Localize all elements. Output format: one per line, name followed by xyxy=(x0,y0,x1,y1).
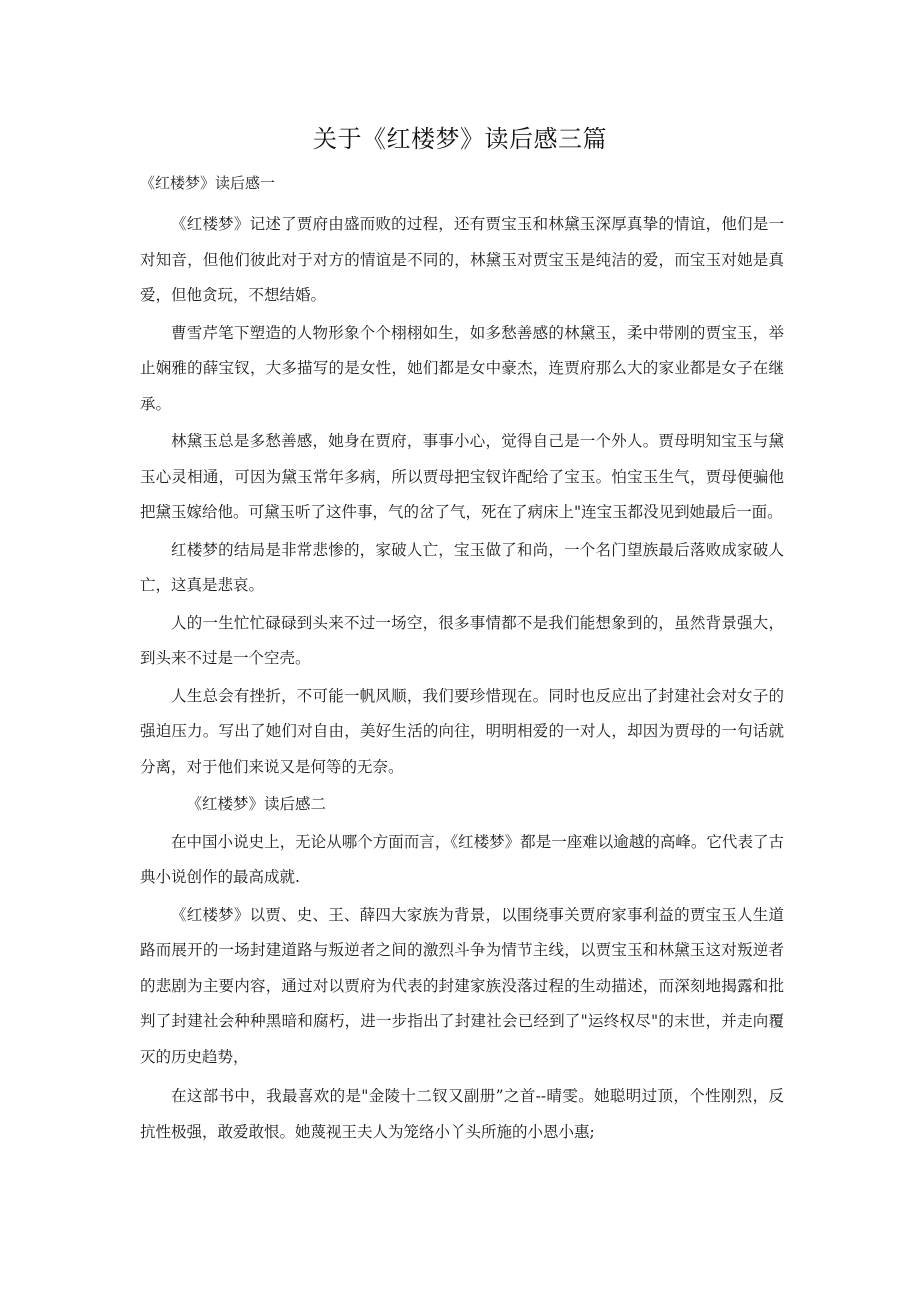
section-heading-2: 《红楼梦》读后感二 xyxy=(186,795,327,813)
paragraph: 人的一生忙忙碌碌到头来不过一场空，很多事情都不是我们能想象到的，虽然背景强大，到头来不过是一个空壳。 xyxy=(140,613,784,667)
paragraph: 红楼梦的结局是非常悲惨的，家破人亡，宝玉做了和尚，一个名门望族最后落败成家破人亡，这真是悲哀。 xyxy=(140,540,784,594)
paragraph: 《红楼梦》以贾、史、王、薛四大家族为背景，以围绕事关贾府家事利益的贾宝玉人生道路而展开的一场封建道路与叛逆者之间的激烈斗争为情节主线，以贾宝玉和林黛玉这对叛逆者的悲剧为主要内容，通过对以贾府为代表的封建家族没落过程的生动描述，而深刻地揭露和批判了封建社会种种黑暗和腐朽，进一步指出了封建社会已经到了"运终权尽"的末世，并走向覆灭的历史趋势， xyxy=(140,905,784,1066)
paragraph: 在这部书中，我最喜欢的是"金陵十二钗又副册”之首--晴雯。她聪明过顶，个性刚烈，反抗性极强，敢爱敢恨。她蔑视王夫人为笼络小丫头所施的小恩小惠; xyxy=(140,1087,784,1141)
paragraph: 在中国小说史上，无论从哪个方面而言，《红楼梦》都是一座难以逾越的高峰。它代表了古典小说创作的最高成就. xyxy=(140,832,784,886)
document-title: 关于《红楼梦》读后感三篇 xyxy=(313,125,607,153)
paragraph: 人生总会有挫折，不可能一帆风顺，我们要珍惜现在。同时也反应出了封建社会对女子的强迫压力。写出了她们对自由，美好生活的向往，明明相爱的一对人，却因为贾母的一句话就分离，对于他们来说又是何等的无奈。 xyxy=(140,686,784,776)
section-heading-1: 《红楼梦》读后感一 xyxy=(140,174,276,192)
paragraph: 《红楼梦》记述了贾府由盛而败的过程，还有贾宝玉和林黛玉深厚真挚的情谊，他们是一对知音，但他们彼此对于对方的情谊是不同的，林黛玉对贾宝玉是纯洁的爱，而宝玉对她是真爱，但他贪玩，不想结婚。 xyxy=(140,215,784,304)
paragraph: 林黛玉总是多愁善感，她身在贾府，事事小心，觉得自己是一个外人。贾母明知宝玉与黛玉心灵相通，可因为黛玉常年多病，所以贾母把宝钗许配给了宝玉。怕宝玉生气，贾母便骗他把黛玉嫁给他。可黛玉听了这件事，气的岔了气，死在了病床上"连宝玉都没见到她最后一面。 xyxy=(140,432,784,521)
document-body xyxy=(140,207,784,1150)
paragraph: 曹雪芹笔下塑造的人物形象个个栩栩如生，如多愁善感的林黛玉，柔中带刚的贾宝玉，举止娴雅的薛宝钗，大多描写的是女性，她们都是女中豪杰，连贾府那么大的家业都是女子在继承。 xyxy=(140,323,784,413)
